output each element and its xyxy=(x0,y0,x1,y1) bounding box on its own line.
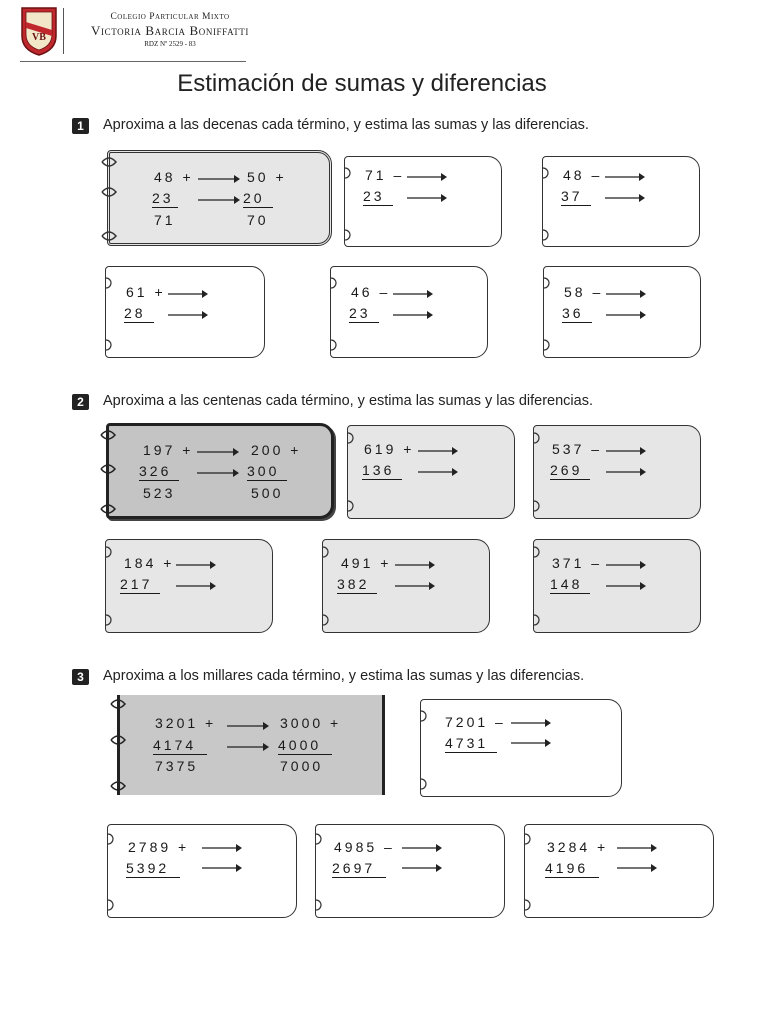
ring-icon xyxy=(537,229,549,241)
arrow-icon xyxy=(227,721,269,731)
rounded-b: 20 xyxy=(243,190,273,208)
rounded-sum: 500 xyxy=(251,485,284,501)
term-a: 2789 + xyxy=(128,839,190,855)
exercise-card xyxy=(330,266,488,358)
ring-icon xyxy=(99,428,117,442)
sum: 7375 xyxy=(155,758,199,774)
ring-icon xyxy=(342,500,354,512)
arrow-icon xyxy=(168,310,208,320)
ring-icon xyxy=(528,500,540,512)
svg-text:VB: VB xyxy=(32,32,46,43)
ring-icon xyxy=(102,899,114,911)
term-b: 326 xyxy=(139,463,179,481)
arrow-icon xyxy=(176,581,216,591)
term-b: 4196 xyxy=(545,860,599,878)
term-b: 28 xyxy=(124,305,154,323)
ring-icon xyxy=(100,614,112,626)
arrow-icon xyxy=(202,863,242,873)
term-a: 4985 – xyxy=(334,839,395,855)
rounded-a: 200 + xyxy=(251,442,302,458)
term-b: 4174 xyxy=(153,737,207,755)
ring-icon xyxy=(100,229,118,243)
term-a: 46 – xyxy=(351,284,391,300)
section-2-number: 2 xyxy=(72,394,89,410)
exercise-card xyxy=(322,539,490,633)
example-card xyxy=(117,695,385,795)
term-a: 61 + xyxy=(126,284,166,300)
ring-icon xyxy=(537,167,549,179)
ring-icon xyxy=(339,229,351,241)
exercise-card xyxy=(533,425,701,519)
term-a: 3284 + xyxy=(547,839,609,855)
arrow-icon xyxy=(511,718,551,728)
ring-icon xyxy=(100,546,112,558)
school-name xyxy=(70,12,270,48)
term-b: 269 xyxy=(550,462,590,480)
arrow-icon xyxy=(395,581,435,591)
arrow-icon xyxy=(227,742,269,752)
arrow-icon xyxy=(202,843,242,853)
term-b: 136 xyxy=(362,462,402,480)
ring-icon xyxy=(342,432,354,444)
rounded-a: 3000 + xyxy=(280,715,342,731)
term-a: 371 – xyxy=(552,555,603,571)
term-b: 148 xyxy=(550,576,590,594)
sum: 71 xyxy=(154,212,176,228)
exercise-card xyxy=(105,539,273,633)
section-3-instruction: Aproxima a los millares cada término, y estima las sumas y las diferencias. xyxy=(103,668,585,684)
rounded-sum: 70 xyxy=(247,212,269,228)
section-2-instruction: Aproxima a las centenas cada término, y estima las sumas y las diferencias. xyxy=(103,393,593,409)
ring-icon xyxy=(519,899,531,911)
arrow-icon xyxy=(418,446,458,456)
rounded-a: 50 + xyxy=(247,169,287,185)
arrow-icon xyxy=(198,195,240,205)
arrow-icon xyxy=(606,581,646,591)
arrow-icon xyxy=(606,289,646,299)
rounded-b: 300 xyxy=(247,463,287,481)
ring-icon xyxy=(99,462,117,476)
header-rule xyxy=(20,61,246,62)
term-a: 537 – xyxy=(552,441,603,457)
arrow-icon xyxy=(197,468,239,478)
ring-icon xyxy=(109,779,127,793)
ring-icon xyxy=(310,899,322,911)
ring-icon xyxy=(528,614,540,626)
arrow-icon xyxy=(393,289,433,299)
exercise-card xyxy=(347,425,515,519)
ring-icon xyxy=(538,339,550,351)
arrow-icon xyxy=(606,310,646,320)
example-card xyxy=(106,423,334,519)
arrow-icon xyxy=(617,843,657,853)
arrow-icon xyxy=(407,172,447,182)
section-1-instruction: Aproxima a las decenas cada término, y estima las sumas y las diferencias. xyxy=(103,117,589,133)
arrow-icon xyxy=(606,467,646,477)
rounded-sum: 7000 xyxy=(280,758,324,774)
ring-icon xyxy=(415,710,427,722)
ring-icon xyxy=(317,546,329,558)
arrow-icon xyxy=(176,560,216,570)
arrow-icon xyxy=(168,289,208,299)
arrow-icon xyxy=(402,863,442,873)
term-a: 3201 + xyxy=(155,715,217,731)
exercise-card xyxy=(524,824,714,918)
exercise-card xyxy=(542,156,700,247)
arrow-icon xyxy=(606,446,646,456)
term-b: 36 xyxy=(562,305,592,323)
arrow-icon xyxy=(606,560,646,570)
school-logo xyxy=(20,6,58,56)
term-b: 217 xyxy=(120,576,160,594)
arrow-icon xyxy=(418,467,458,477)
exercise-card xyxy=(543,266,701,358)
ring-icon xyxy=(99,502,117,516)
exercise-card xyxy=(533,539,701,633)
page-title: Estimación de sumas y diferencias xyxy=(177,70,547,97)
ring-icon xyxy=(519,833,531,845)
term-a: 491 + xyxy=(341,555,392,571)
term-a: 58 – xyxy=(564,284,604,300)
ring-icon xyxy=(528,546,540,558)
exercise-card xyxy=(344,156,502,247)
term-a: 48 – xyxy=(563,167,603,183)
exercise-card xyxy=(420,699,622,797)
sum: 523 xyxy=(143,485,176,501)
ring-icon xyxy=(100,277,112,289)
term-a: 619 + xyxy=(364,441,415,457)
ring-icon xyxy=(325,339,337,351)
term-b: 5392 xyxy=(126,860,180,878)
ring-icon xyxy=(310,833,322,845)
ring-icon xyxy=(415,778,427,790)
school-line3: RDZ Nº 2529 - 83 xyxy=(144,40,196,48)
term-b: 23 xyxy=(363,188,393,206)
term-b: 382 xyxy=(337,576,377,594)
term-a: 48 + xyxy=(154,169,194,185)
term-b: 4731 xyxy=(445,735,497,753)
exercise-card xyxy=(105,266,265,358)
header-divider xyxy=(63,8,64,54)
ring-icon xyxy=(317,614,329,626)
term-b: 2697 xyxy=(332,860,386,878)
ring-icon xyxy=(339,167,351,179)
arrow-icon xyxy=(605,193,645,203)
ring-icon xyxy=(109,733,127,747)
school-line1: Colegio Particular Mixto xyxy=(110,12,230,22)
ring-icon xyxy=(100,155,118,169)
term-a: 71 – xyxy=(365,167,405,183)
term-b: 23 xyxy=(152,190,178,208)
ring-icon xyxy=(538,277,550,289)
section-3-number: 3 xyxy=(72,669,89,685)
ring-icon xyxy=(109,697,127,711)
exercise-card xyxy=(315,824,505,918)
term-a: 7201 – xyxy=(445,714,506,730)
arrow-icon xyxy=(395,560,435,570)
term-b: 37 xyxy=(561,188,591,206)
arrow-icon xyxy=(198,174,240,184)
ring-icon xyxy=(325,277,337,289)
term-b: 23 xyxy=(349,305,379,323)
example-card xyxy=(107,150,332,246)
school-line2: Victoria Barcia Boniffatti xyxy=(91,23,249,38)
arrow-icon xyxy=(402,843,442,853)
arrow-icon xyxy=(197,447,239,457)
ring-icon xyxy=(528,432,540,444)
ring-icon xyxy=(100,339,112,351)
arrow-icon xyxy=(511,738,551,748)
ring-icon xyxy=(100,185,118,199)
arrow-icon xyxy=(617,863,657,873)
section-1-number: 1 xyxy=(72,118,89,134)
ring-icon xyxy=(102,833,114,845)
exercise-card xyxy=(107,824,297,918)
arrow-icon xyxy=(393,310,433,320)
arrow-icon xyxy=(407,193,447,203)
term-a: 197 + xyxy=(143,442,194,458)
term-a: 184 + xyxy=(124,555,175,571)
rounded-b: 4000 xyxy=(278,737,332,755)
arrow-icon xyxy=(605,172,645,182)
